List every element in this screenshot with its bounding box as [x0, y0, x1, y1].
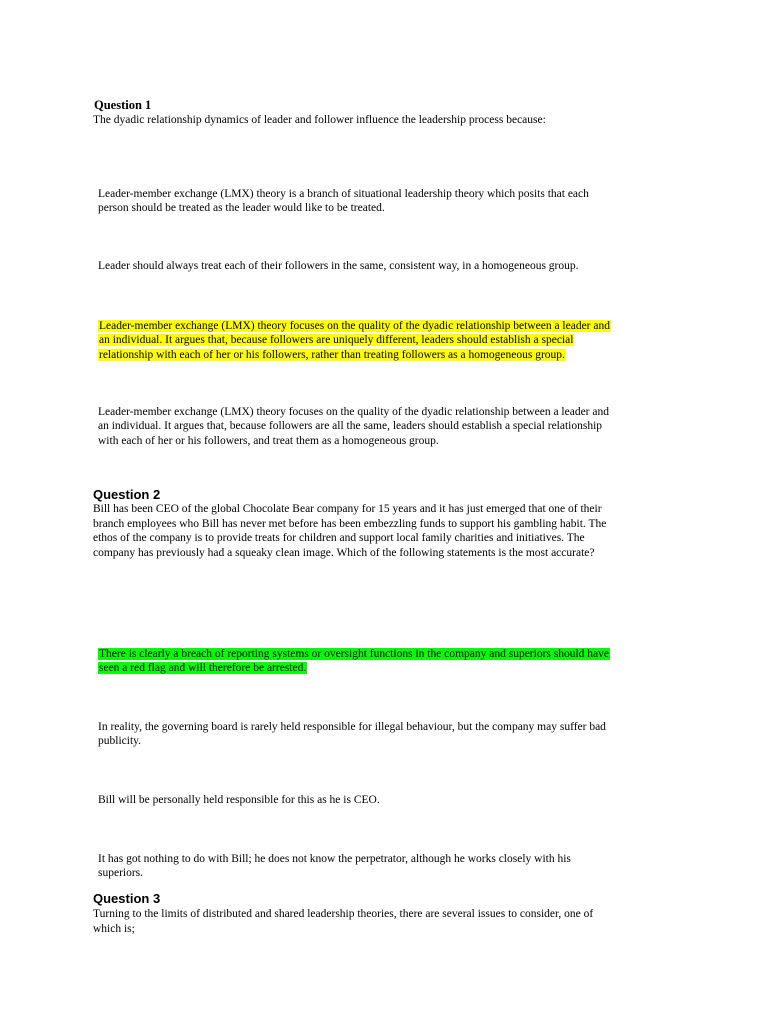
- option-text: Bill will be personally held responsible for this as he is CEO.: [98, 793, 380, 806]
- question-2-option-4[interactable]: [98, 837, 698, 881]
- option-text: Leader should always treat each of their followers in the same, consistent way, in a homogeneous group.: [98, 259, 579, 272]
- option-text: It has got nothing to do with Bill; he does not know the perpetrator, although he works closely with his superiors.: [98, 852, 571, 879]
- question-1-option-4[interactable]: [98, 390, 698, 448]
- question-2-prompt: Bill has been CEO of the global Chocolate Bear company for 15 years and it has just emerged that one of their branch employees who Bill has never met before has been embezzling funds to support his gambling habit. The ethos of the company is to provide treats for children and support local family charities and initiatives. The company has previously had a squeaky clean image. Which of the following statements is the most accurate?: [93, 503, 607, 559]
- highlighted-option-text: There is clearly a breach of reporting systems or oversight functions in the company and superiors should have seen a red flag and will therefore be arrested.: [99, 647, 610, 674]
- question-3-title: Question 3: [93, 891, 161, 906]
- question-1-prompt: The dyadic relationship dynamics of leader and follower influence the leadership process because:: [93, 114, 546, 126]
- option-text: Leader-member exchange (LMX) theory focuses on the quality of the dyadic relationship between a leader and an individual. It argues that, because followers are all the same, leaders should establish a special relationship with each of her or his followers, and treat them as a homogeneous group.: [98, 405, 609, 447]
- highlighted-option-text: Leader-member exchange (LMX) theory focuses on the quality of the dyadic relationship between a leader and an individual. It argues that, because followers are uniquely different, leaders should establish a special relationship with each of her or his followers, rather than treating followers as a homogeneous group.: [99, 319, 610, 361]
- question-1-option-1[interactable]: [98, 172, 698, 216]
- question-1-option-2[interactable]: [98, 244, 698, 273]
- question-2-option-1[interactable]: [98, 632, 698, 676]
- question-3-prompt: Turning to the limits of distributed and shared leadership theories, there are several issues to consider, one of which is;: [93, 908, 594, 935]
- option-text: In reality, the governing board is rarely held responsible for illegal behaviour, but the company may suffer bad publicity.: [98, 720, 606, 747]
- question-2-option-3[interactable]: [98, 778, 698, 807]
- question-1-option-3[interactable]: [98, 304, 698, 362]
- question-1-title: Question 1: [94, 98, 152, 112]
- question-2-option-2[interactable]: [98, 705, 698, 749]
- option-text: Leader-member exchange (LMX) theory is a branch of situational leadership theory which posits that each person should be treated as the leader would like to be treated.: [98, 187, 589, 214]
- question-2-title: Question 2: [93, 487, 161, 502]
